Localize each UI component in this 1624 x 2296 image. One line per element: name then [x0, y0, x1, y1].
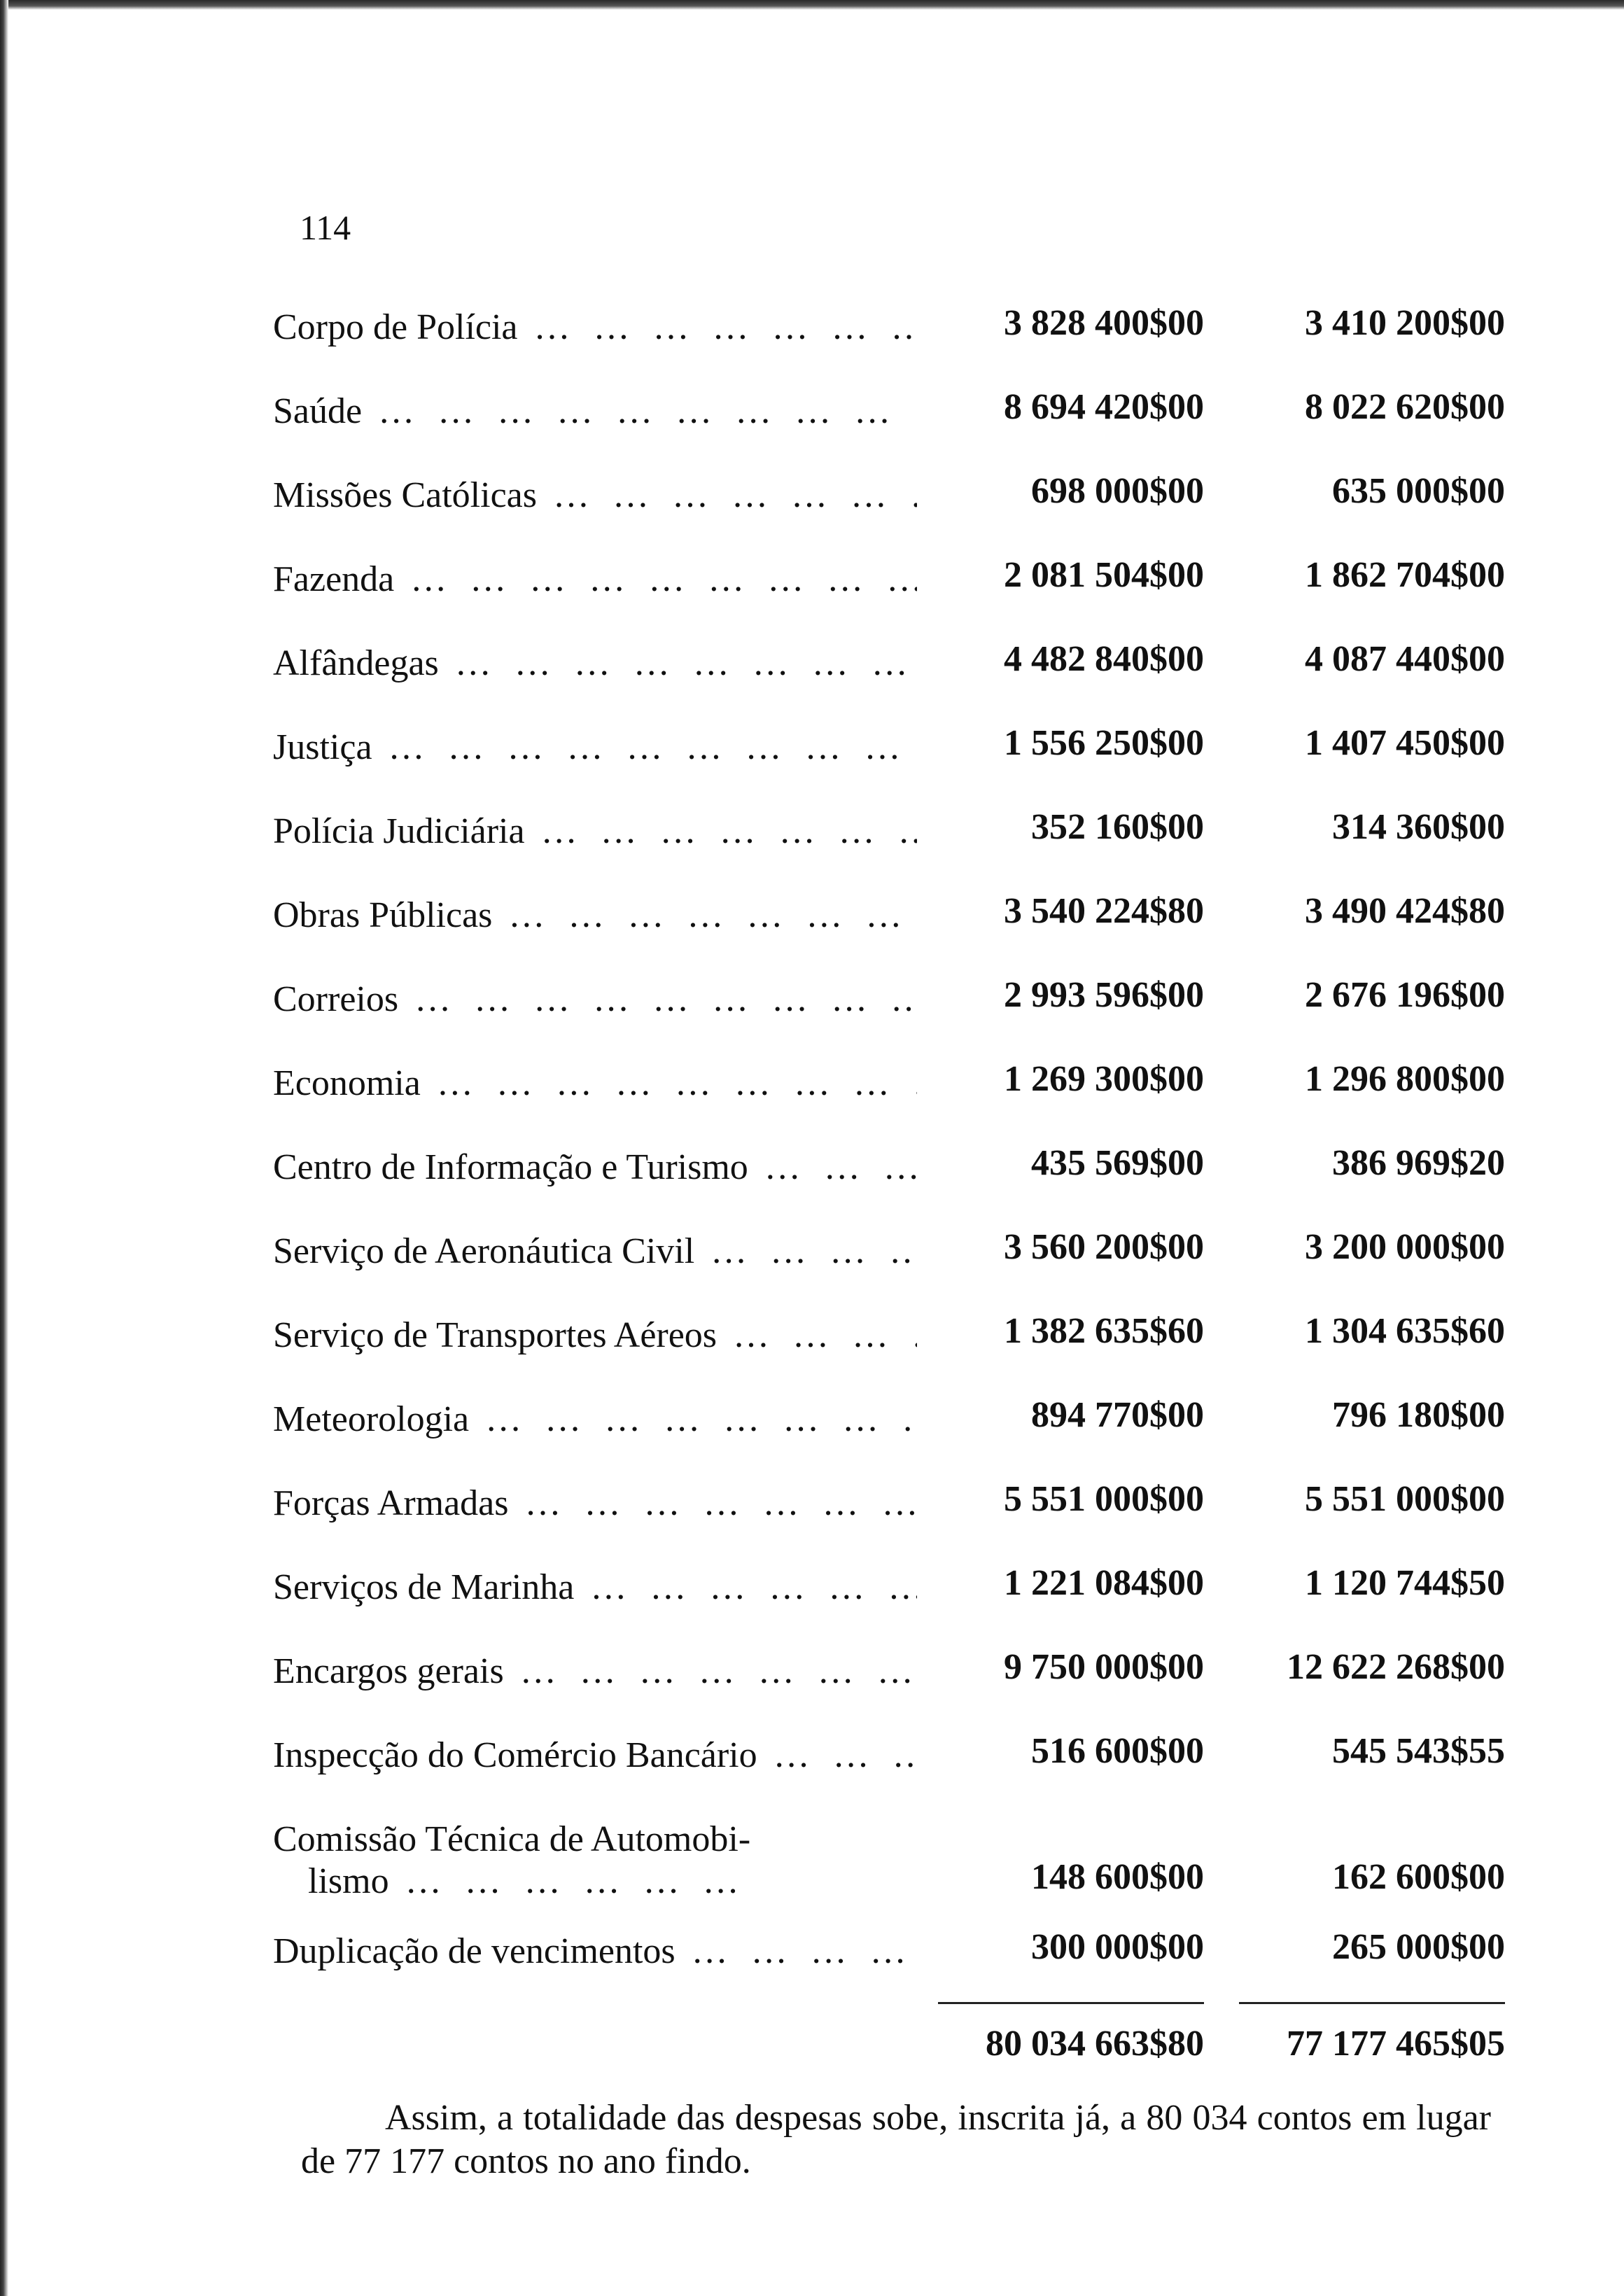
- row-label: Centro de Informação e Turismo … … … … … … … … … … … … … … … …: [273, 1147, 917, 1188]
- table-row: [273, 1554, 1505, 1638]
- row-value-current-year: 3 540 224$80: [1004, 891, 1204, 931]
- row-value-previous-year: 545 543$55: [1332, 1731, 1505, 1771]
- page-scan-left-edge: [0, 0, 8, 2296]
- table-row: [273, 462, 1505, 546]
- table-row: [273, 294, 1505, 378]
- row-value-previous-year: 1 120 744$50: [1305, 1563, 1505, 1603]
- row-label: Corpo de Polícia … … … … … … … … … … … … … … … …: [273, 307, 917, 348]
- row-label: Serviço de Transportes Aéreos … … … … … … … … … … … … … … … …: [273, 1315, 917, 1356]
- page-scan-top-edge: [0, 0, 1624, 10]
- table-row: [273, 1050, 1505, 1134]
- row-value-previous-year: 4 087 440$00: [1305, 639, 1505, 679]
- row-value-current-year: 3 560 200$00: [1004, 1227, 1204, 1267]
- row-value-current-year: 435 569$00: [1031, 1143, 1204, 1183]
- row-value-current-year: 1 556 250$00: [1004, 723, 1204, 763]
- row-value-previous-year: 3 410 200$00: [1305, 303, 1505, 343]
- row-value-current-year: 352 160$00: [1031, 807, 1204, 847]
- table-row: [273, 798, 1505, 882]
- row-label: Justiça … … … … … … … … … … … … … … … …: [273, 727, 917, 768]
- table-row: [273, 630, 1505, 714]
- row-value-current-year: 5 551 000$00: [1004, 1479, 1204, 1519]
- row-value-current-year: 516 600$00: [1031, 1731, 1204, 1771]
- row-label: Meteorologia … … … … … … … … … … … … … … … …: [273, 1399, 917, 1440]
- total-rule-right: [1239, 2002, 1505, 2004]
- row-label: Encargos gerais … … … … … … … … … … … … … … … …: [273, 1651, 917, 1692]
- total-rule-left: [938, 2002, 1204, 2004]
- row-value-current-year: 4 482 840$00: [1004, 639, 1204, 679]
- row-label: Correios … … … … … … … … … … … … … … … …: [273, 979, 917, 1020]
- row-value-current-year: 9 750 000$00: [1004, 1647, 1204, 1687]
- row-value-current-year: 1 382 635$60: [1004, 1311, 1204, 1351]
- row-value-current-year: 894 770$00: [1031, 1395, 1204, 1435]
- row-value-previous-year: 8 022 620$00: [1305, 387, 1505, 427]
- table-rows: [273, 294, 1505, 1806]
- row-value-previous-year: 3 490 424$80: [1305, 891, 1505, 931]
- row-value-previous-year: 1 296 800$00: [1305, 1059, 1505, 1099]
- row-value-current-year: 3 828 400$00: [1004, 303, 1204, 343]
- row-value-current-year: 300 000$00: [1031, 1927, 1204, 1967]
- table-row: [273, 1470, 1505, 1554]
- page-number: 114: [300, 208, 351, 247]
- row-value-previous-year: 1 407 450$00: [1305, 723, 1505, 763]
- table-row: [273, 1218, 1505, 1302]
- row-value-previous-year: 796 180$00: [1332, 1395, 1505, 1435]
- row-label: [273, 1819, 917, 1903]
- row-value-previous-year: 1 862 704$00: [1305, 555, 1505, 595]
- row-label: Obras Públicas … … … … … … … … … … … … … … … …: [273, 895, 917, 936]
- row-value-previous-year: 3 200 000$00: [1305, 1227, 1505, 1267]
- row-value-current-year: 2 081 504$00: [1004, 555, 1204, 595]
- row-value-current-year: 8 694 420$00: [1004, 387, 1204, 427]
- closing-paragraph: Assim, a totalidade das despesas sobe, inscrita já, a 80 034 contos em lugar de 77 177 contos no ano findo.: [301, 2098, 1491, 2181]
- row-value-previous-year: 635 000$00: [1332, 471, 1505, 511]
- row-label: Serviço de Aeronáutica Civil … … … … … … … … … … … … … … … …: [273, 1231, 917, 1272]
- row-value-previous-year: 1 304 635$60: [1305, 1311, 1505, 1351]
- row-label: Alfândegas … … … … … … … … … … … … … … … …: [273, 643, 917, 684]
- row-value-previous-year: 12 622 268$00: [1287, 1647, 1505, 1687]
- total-current-year: 80 034 663$80: [986, 2024, 1204, 2064]
- table-row: [273, 546, 1505, 630]
- row-value-previous-year: 314 360$00: [1332, 807, 1505, 847]
- table-row: [273, 1722, 1505, 1806]
- budget-table: [273, 294, 1505, 2086]
- row-label: Serviços de Marinha … … … … … … … … … … … … … … … …: [273, 1567, 917, 1608]
- row-value-current-year: 1 221 084$00: [1004, 1563, 1204, 1603]
- row-label: Duplicação de vencimentos … … … … … … … … … … … … … … … …: [273, 1931, 917, 1972]
- table-row: [273, 1918, 1505, 2002]
- table-row: [273, 966, 1505, 1050]
- table-row: [273, 1638, 1505, 1722]
- row-label: Economia … … … … … … … … … … … … … … … …: [273, 1063, 917, 1104]
- table-row: [273, 1386, 1505, 1470]
- row-value-current-year: 698 000$00: [1031, 471, 1204, 511]
- row-label-line2: lismo … … … … … …: [273, 1861, 917, 1903]
- row-label: Forças Armadas … … … … … … … … … … … … … … … …: [273, 1483, 917, 1524]
- row-value-previous-year: 2 676 196$00: [1305, 975, 1505, 1015]
- table-row: [273, 714, 1505, 798]
- row-value-current-year: 1 269 300$00: [1004, 1059, 1204, 1099]
- row-label-line1: Comissão Técnica de Automobi-: [273, 1819, 751, 1859]
- row-label: Missões Católicas … … … … … … … … … … … … … … … …: [273, 475, 917, 516]
- row-value-previous-year: 386 969$20: [1332, 1143, 1505, 1183]
- total-previous-year: 77 177 465$05: [1287, 2024, 1505, 2064]
- row-value-previous-year: 265 000$00: [1332, 1927, 1505, 1967]
- row-value-previous-year: 162 600$00: [1332, 1857, 1505, 1897]
- totals-row: [273, 2009, 1505, 2086]
- row-label: Inspecção do Comércio Bancário … … … … … … … … … … … … … … … …: [273, 1735, 917, 1776]
- row-value-current-year: 2 993 596$00: [1004, 975, 1204, 1015]
- row-value-current-year: 148 600$00: [1031, 1857, 1204, 1897]
- table-row: [273, 882, 1505, 966]
- row-value-previous-year: 5 551 000$00: [1305, 1479, 1505, 1519]
- table-row: [273, 1302, 1505, 1386]
- row-label: Saúde … … … … … … … … … … … … … … … …: [273, 391, 917, 432]
- row-label: Polícia Judiciária … … … … … … … … … … … … … … … …: [273, 811, 917, 852]
- table-row: [273, 1134, 1505, 1218]
- table-row: [273, 378, 1505, 462]
- row-label: Fazenda … … … … … … … … … … … … … … … …: [273, 559, 917, 600]
- table-row: [273, 1806, 1505, 1918]
